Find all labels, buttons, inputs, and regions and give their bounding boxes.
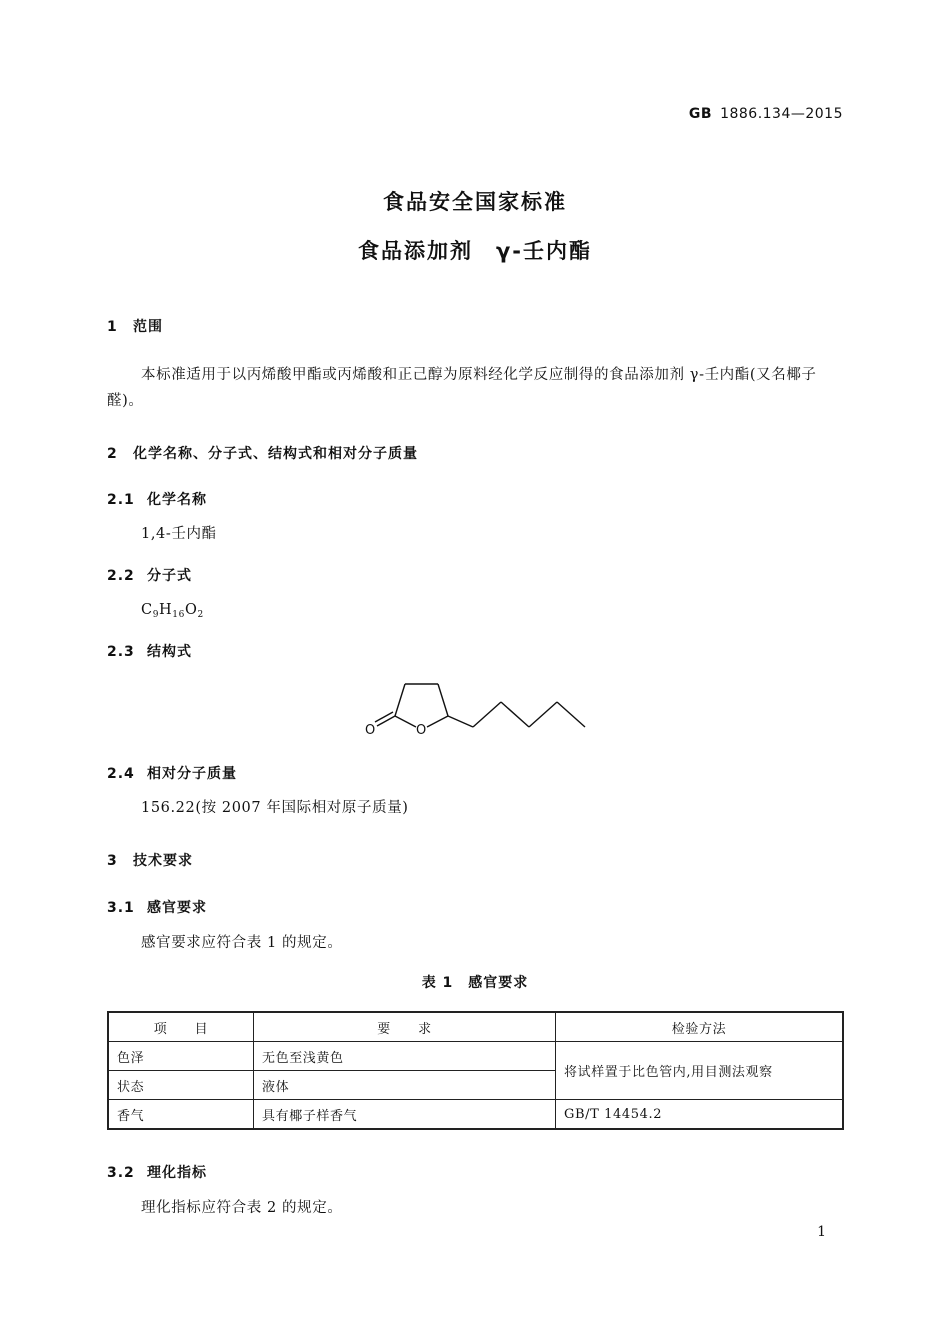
- standard-number: [689, 106, 843, 122]
- table-row: [108, 1100, 843, 1130]
- molecular-mass: 156.22(按 2007 年国际相对原子质量): [141, 800, 409, 816]
- molecular-formula: $C_9H_{16}O_2$: [141, 602, 204, 620]
- table-row: [108, 1042, 843, 1071]
- section-2-heading: 2 化学名称、分子式、结构式和相对分子质量: [107, 446, 418, 462]
- section-2-1-heading: 2.1 化学名称: [107, 492, 207, 508]
- chemical-name: 1,4-壬内酯: [141, 526, 217, 542]
- header-item: 项 目: [108, 1012, 254, 1042]
- ring-oxygen-label: O: [416, 723, 427, 738]
- standard-code: 1886.134—2015: [720, 106, 843, 122]
- table-header-row: [108, 1012, 843, 1042]
- section-3-heading: 3 技术要求: [107, 853, 193, 869]
- section-2-4-heading: 2.4 相对分子质量: [107, 766, 237, 782]
- cell-item: 色泽: [108, 1042, 254, 1071]
- carbonyl-oxygen-label: O: [365, 723, 376, 738]
- sensory-requirements-table: [107, 1011, 844, 1130]
- cell-requirement: 液体: [254, 1071, 556, 1100]
- section-1-heading: 1 范围: [107, 319, 163, 335]
- cell-requirement: 具有椰子样香气: [254, 1100, 556, 1130]
- cell-method-merged: 将试样置于比色管内,用目测法观察: [556, 1042, 844, 1100]
- document-subtitle: 食品添加剂 γ-壬内酯: [357, 239, 593, 263]
- document-title: 食品安全国家标准: [383, 190, 567, 214]
- structural-formula: [355, 676, 595, 742]
- section-1-text: 本标准适用于以丙烯酸甲酯或丙烯酸和正己醇为原料经化学反应制得的食品添加剂 γ-壬内酯(又名椰子醛)。: [107, 367, 817, 409]
- section-3-1-heading: 3.1 感官要求: [107, 900, 207, 916]
- section-2-2-heading: 2.2 分子式: [107, 568, 192, 584]
- section-3-2-heading: 3.2 理化指标: [107, 1165, 207, 1181]
- table-1-caption: 表 1 感官要求: [421, 975, 529, 991]
- page-number: 1: [817, 1224, 826, 1240]
- section-2-3-heading: 2.3 结构式: [107, 644, 192, 660]
- standard-prefix: GB: [688, 106, 713, 122]
- section-3-1-text: 感官要求应符合表 1 的规定。: [141, 935, 343, 951]
- header-method: 检验方法: [556, 1012, 844, 1042]
- cell-item: 状态: [108, 1071, 254, 1100]
- section-3-2-text: 理化指标应符合表 2 的规定。: [141, 1200, 343, 1216]
- cell-requirement: 无色至浅黄色: [254, 1042, 556, 1071]
- cell-method: GB/T 14454.2: [556, 1100, 844, 1130]
- cell-item: 香气: [108, 1100, 254, 1130]
- header-requirement: 要 求: [254, 1012, 556, 1042]
